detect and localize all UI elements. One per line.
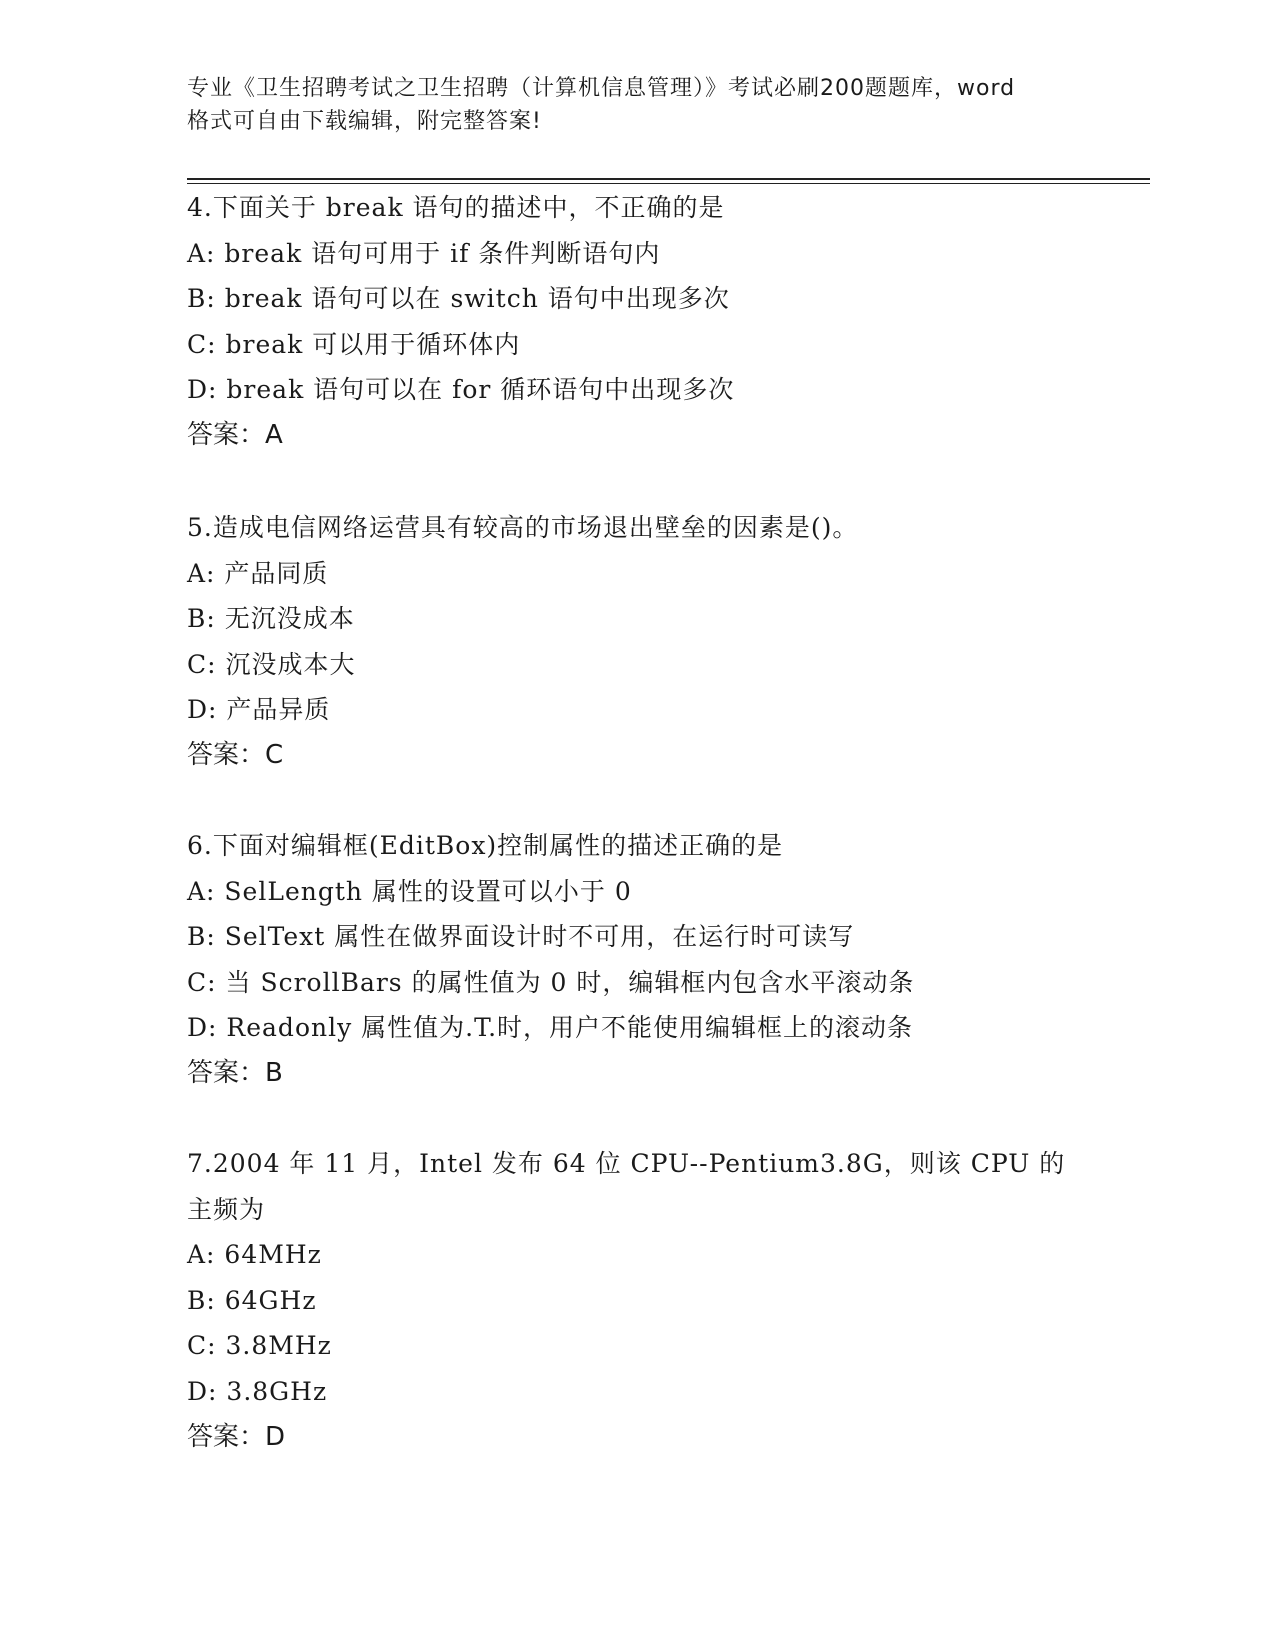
question-6 xyxy=(187,823,1087,1097)
header-line-2: 格式可自由下载编辑，附完整答案! xyxy=(187,109,542,134)
option-d: D: Readonly 属性值为.T.时，用户不能使用编辑框上的滚动条 xyxy=(187,1013,914,1043)
option-c: C: 当 ScrollBars 的属性值为 0 时，编辑框内包含水平滚动条 xyxy=(187,967,915,997)
question-4 xyxy=(187,185,1087,459)
option-a: A: break 语句可用于 if 条件判断语句内 xyxy=(187,238,661,268)
answer-label: 答案：B xyxy=(187,1057,283,1088)
question-stem: 6.下面对编辑框(EditBox)控制属性的描述正确的是 xyxy=(187,831,784,860)
option-a: A: SelLength 属性的设置可以小于 0 xyxy=(187,876,632,906)
option-b: B: break 语句可以在 switch 语句中出现多次 xyxy=(187,284,730,314)
option-c: C: 沉没成本大 xyxy=(187,649,356,679)
document-header xyxy=(187,72,1087,138)
question-stem: 5.造成电信网络运营具有较高的市场退出壁垒的因素是()。 xyxy=(187,513,859,542)
header-divider-thin xyxy=(187,183,1150,184)
question-stem: 7.2004 年 11 月，Intel 发布 64 位 CPU--Pentium3.8G，则该 CPU 的主频为 xyxy=(187,1149,1066,1224)
answer-label: 答案：A xyxy=(187,419,283,450)
question-7 xyxy=(187,1141,1087,1460)
question-5 xyxy=(187,505,1087,779)
option-b: B: 64GHz xyxy=(187,1285,317,1315)
option-d: D: 产品异质 xyxy=(187,695,331,725)
header-divider-thick xyxy=(187,178,1150,180)
option-d: D: 3.8GHz xyxy=(187,1376,328,1406)
option-a: A: 产品同质 xyxy=(187,558,329,588)
answer-label: 答案：D xyxy=(187,1421,286,1452)
option-a: A: 64MHz xyxy=(187,1240,322,1270)
option-b: B: 无沉没成本 xyxy=(187,604,355,634)
option-c: C: 3.8MHz xyxy=(187,1331,332,1361)
question-stem: 4.下面关于 break 语句的描述中，不正确的是 xyxy=(187,193,725,222)
answer-label: 答案：C xyxy=(187,739,284,770)
header-line-1: 专业《卫生招聘考试之卫生招聘（计算机信息管理）》考试必刷200题题库，word xyxy=(187,76,1016,101)
option-c: C: break 可以用于循环体内 xyxy=(187,329,521,359)
option-b: B: SelText 属性在做界面设计时不可用，在运行时可读写 xyxy=(187,922,855,952)
option-d: D: break 语句可以在 for 循环语句中出现多次 xyxy=(187,375,735,405)
